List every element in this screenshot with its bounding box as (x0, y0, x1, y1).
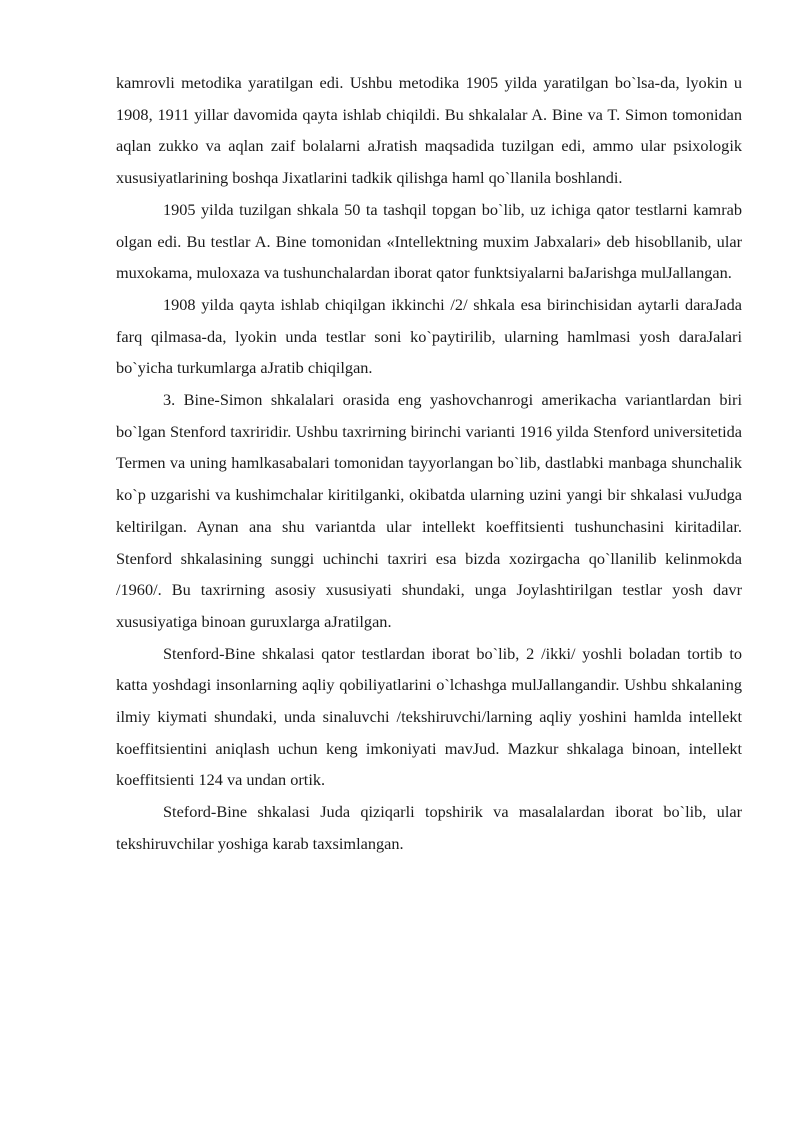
paragraph-1905-scale: 1905 yilda tuzilgan shkala 50 ta tashqil topgan bo`lib, uz ichiga qator testlarni kamrab olgan edi. Bu testlar A. Bine tomonidan «Intellektning muxim Jabxalari» deb hisobllanib, ular muxokama, muloxaza va tushunchalardan iborat qator funktsiyalarni baJarishga mulJallangan. (116, 199, 742, 283)
paragraph-1908-scale: 1908 yilda qayta ishlab chiqilgan ikkinchi /2/ shkala esa birinchisidan aytarli daraJada farq qilmasa-da, lyokin unda testlar soni ko`paytirilib, ularning hamlmasi yosh daraJalari bo`yicha turkumlarga aJratib chiqilgan. (116, 294, 742, 378)
paragraph-stanford-binet-tasks: Steford-Bine shkalasi Juda qiziqarli topshirik va masalalardan iborat bo`lib, ular tekshiruvchilar yoshiga karab taxsimlangan. (116, 802, 742, 853)
paragraph-continuation: kamrovli metodika yaratilgan edi. Ushbu metodika 1905 yilda yaratilgan bo`lsa-da, lyokin u 1908, 1911 yillar davomida qayta ishlab chiqildi. Bu shkalalar A. Bine va T. Simon tomonidan aqlan zukko va aqlan zaif bolalarni aJratish maqsadida tuzilgan edi, ammo ular psixologik xususiyatlarining boshqa Jixatlarini tadkik qilishga haml qo`llanila boshlandi. (116, 73, 742, 188)
document-page (116, 67, 742, 860)
paragraph-stanford-revision: 3. Bine-Simon shkalalari orasida eng yashovchanrogi amerikacha variantlardan biri bo`lgan Stenford taxriridir. Ushbu taxrirning birinchi varianti 1916 yilda Stenford universitetida Termen va uning hamlkasabalari tomonidan tayyorlangan bo`lib, dastlabki manbaga shunchalik ko`p uzgarishi va kushimchalar kiritilganki, okibatda ularning uzini yangi bir shkalasi vuJudga keltirilgan. Aynan ana shu variantda ular intellekt koeffitsienti tushunchasini kiritadilar. Stenford shkalasining sunggi uchinchi taxriri esa bizda xozirgacha qo`llanilib kelinmokda /1960/. Bu taxrirning asosiy xususiyati shundaki, unga Joylashtirilgan testlar yosh davr xususiyatiga binoan guruxlarga aJratilgan. (116, 390, 742, 631)
paragraph-stanford-binet: Stenford-Bine shkalasi qator testlardan iborat bo`lib, 2 /ikki/ yoshli boladan tortib to katta yoshdagi insonlarning aqliy qobiliyatlarini o`lchashga mulJallangandir. Ushbu shkalaning ilmiy kiymati shundaki, unda sinaluvchi /tekshiruvchi/larning aqliy yoshini hamlda intellekt koeffitsientini aniqlash uchun keng imkoniyati mavJud. Mazkur shkalaga binoan, intellekt koeffitsienti 124 va undan ortik. (116, 643, 742, 790)
